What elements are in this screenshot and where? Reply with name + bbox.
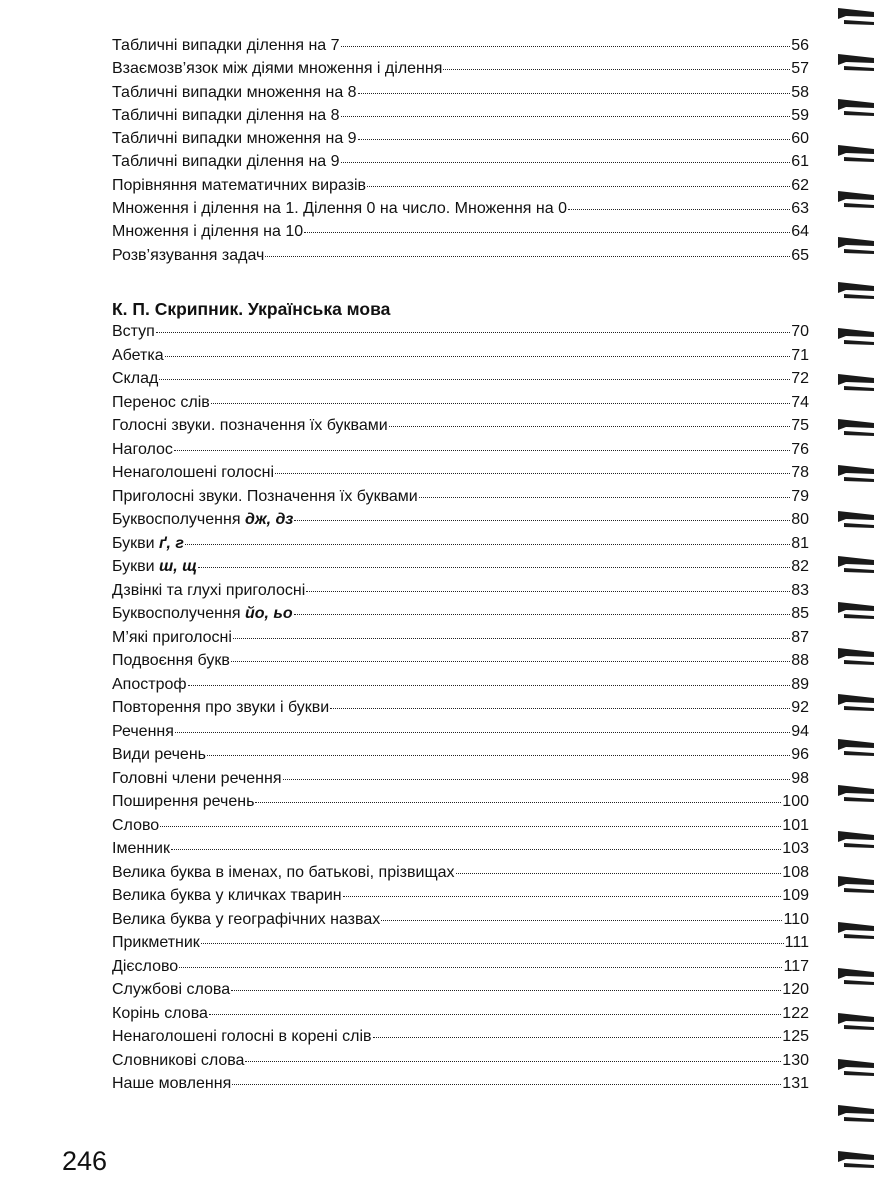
toc-entry-title (112, 174, 366, 197)
toc-entry-letters: ґ, г (159, 534, 184, 552)
toc-entry-page: 72 (791, 370, 809, 387)
toc-entry-title (112, 673, 187, 697)
toc-entry-page: 96 (791, 746, 809, 763)
dot-leader (304, 231, 790, 233)
toc-entry-title-text: Дзвінкі та глухі приголосні (112, 581, 306, 599)
toc-entry-page: 108 (782, 863, 809, 881)
dot-leader (201, 942, 784, 944)
spiral-ring-icon (834, 1010, 874, 1032)
toc-entry (112, 743, 809, 767)
toc-entry-title (112, 220, 303, 243)
toc-entry-page: 61 (791, 153, 809, 171)
toc-entry-title (112, 57, 442, 80)
dot-leader (341, 115, 791, 117)
toc-entry-title-text: Службові слова (112, 981, 231, 998)
toc-entry-title-text: Порівняння математичних виразів (112, 176, 367, 194)
spiral-binding-icon (830, 0, 874, 1200)
toc-entry-title-text: Ненаголошені голосні (112, 464, 275, 481)
toc-entry-page: 109 (782, 887, 809, 904)
toc-entry-title (112, 244, 264, 267)
dot-leader (306, 590, 790, 592)
toc-entry-title (112, 626, 232, 650)
toc-entry (112, 790, 809, 814)
toc-entry (112, 461, 809, 485)
toc-entry (112, 602, 809, 626)
dot-leader (233, 637, 790, 639)
toc-entry (112, 1025, 809, 1049)
toc-entry-page: 89 (791, 675, 809, 693)
toc-entry-page: 79 (791, 487, 809, 505)
toc-entry-page: 70 (791, 323, 809, 340)
toc-entry-letters: йо, ьо (244, 605, 293, 622)
toc-entry-title-text: Табличні випадки ділення на 9 (112, 153, 340, 171)
toc-entry (112, 34, 809, 57)
toc-entry (112, 174, 809, 197)
dot-leader (389, 425, 791, 427)
toc-entry-page: 74 (791, 393, 809, 411)
dot-leader (211, 402, 790, 404)
toc-entry-title (112, 438, 173, 462)
toc-entry-page: 56 (791, 37, 809, 54)
toc-entry (112, 1072, 809, 1096)
toc-entry-title-text: Поширення речень (112, 793, 255, 810)
spiral-ring-icon (834, 96, 874, 118)
toc-entry (112, 57, 809, 80)
dot-leader (381, 919, 782, 921)
toc-entry-title-text: Перенос слів (112, 393, 210, 411)
toc-entry-title (112, 649, 230, 673)
toc-entry-title-text: Розв’язування задач (112, 246, 265, 264)
dot-leader (171, 848, 781, 850)
toc-entry (112, 344, 809, 368)
dot-leader (174, 449, 790, 451)
toc-entry-title (112, 579, 305, 603)
dot-leader (160, 825, 781, 827)
dot-leader (198, 566, 790, 568)
toc-ukrainian-list (112, 320, 809, 1096)
toc-entry-title (112, 461, 274, 485)
toc-entry-page: 120 (782, 981, 809, 998)
dot-leader (568, 208, 790, 210)
toc-entry (112, 1002, 809, 1026)
toc-entry-title (112, 555, 197, 579)
toc-entry-title-text: Повторення про звуки і букви (112, 699, 330, 716)
toc-entry-page: 100 (782, 793, 809, 810)
toc-entry (112, 884, 809, 908)
dot-leader (231, 989, 781, 991)
toc-entry (112, 861, 809, 885)
dot-leader (179, 966, 782, 968)
toc-entry-page: 110 (783, 910, 809, 928)
toc-entry-letters: ш, щ (159, 558, 198, 575)
toc-entry-title (112, 696, 329, 720)
spiral-ring-icon (834, 919, 874, 941)
toc-entry (112, 532, 809, 556)
toc-entry (112, 555, 809, 579)
dot-leader (188, 684, 791, 686)
toc-entry-title-text: Наголос (112, 440, 173, 458)
toc-entry (112, 837, 809, 861)
dot-leader (294, 613, 791, 615)
toc-entry-page: 98 (791, 769, 809, 787)
toc-entry-title-text: Дієслово (112, 957, 179, 975)
toc-entry-title-text: Велика буква в іменах, по батькові, прізвищах (112, 863, 455, 881)
toc-entry (112, 367, 809, 391)
toc-entry-title-text: Речення (112, 722, 174, 740)
toc-entry-title-text: Приголосні звуки. Позначення їх буквами (112, 487, 418, 505)
toc-entry-title-text: Табличні випадки ділення на 7 (112, 37, 340, 54)
toc-entry-page: 57 (791, 60, 809, 78)
toc-entry-page: 76 (791, 440, 809, 458)
toc-entry-page: 85 (791, 605, 809, 622)
toc-entry (112, 438, 809, 462)
toc-entry-title-text: Букви (112, 534, 160, 552)
toc-entry-letters: дж, дз (244, 511, 294, 528)
toc-entry (112, 508, 809, 532)
spiral-ring-icon (834, 234, 874, 256)
toc-entry-page: 78 (791, 464, 809, 481)
toc-entry-page: 125 (782, 1028, 809, 1045)
toc-entry-title (112, 978, 230, 1002)
toc-entry-page: 82 (791, 558, 809, 575)
toc-entry-title-text: Словникові слова (112, 1051, 245, 1069)
toc-entry-title-text: Буквосполучення (112, 605, 245, 622)
toc-entry-title-text: Іменник (112, 840, 170, 857)
toc-entry-title-text: Буквосполучення (112, 511, 245, 528)
toc-entry-title (112, 391, 210, 415)
toc-entry-title-text: Велика буква у кличках тварин (112, 887, 342, 904)
spiral-ring-icon (834, 142, 874, 164)
toc-entry (112, 579, 809, 603)
dot-leader (156, 331, 790, 333)
spiral-ring-icon (834, 416, 874, 438)
toc-entry-page: 81 (791, 534, 809, 552)
toc-entry-title (112, 320, 155, 344)
dot-leader (207, 754, 790, 756)
toc-entry-page: 71 (791, 346, 809, 364)
dot-leader (175, 731, 790, 733)
dot-leader (419, 496, 790, 498)
spiral-ring-icon (834, 51, 874, 73)
toc-entry (112, 955, 809, 979)
toc-entry-page: 122 (782, 1004, 809, 1022)
spiral-ring-icon (834, 782, 874, 804)
toc-entry-title-text: Букви (112, 558, 160, 575)
toc-entry-page: 59 (791, 106, 809, 124)
toc-entry-title (112, 1072, 231, 1096)
toc-entry (112, 1049, 809, 1073)
spiral-ring-icon (834, 1148, 874, 1170)
dot-leader (294, 519, 790, 521)
toc-entry (112, 104, 809, 127)
spiral-ring-icon (834, 736, 874, 758)
toc-entry-title-text: Табличні випадки множення на 8 (112, 83, 357, 101)
spiral-ring-icon (834, 188, 874, 210)
dot-leader (367, 185, 790, 187)
toc-entry-title (112, 532, 184, 556)
spiral-ring-icon (834, 1102, 874, 1124)
toc-entry-page: 131 (782, 1075, 809, 1092)
toc-entry-page: 75 (791, 417, 809, 434)
toc-entry-page: 92 (791, 699, 809, 716)
spiral-ring-icon (834, 599, 874, 621)
spiral-ring-icon (834, 5, 874, 27)
toc-entry-title-text: Множення і ділення на 1. Ділення 0 на число. Множення на 0 (112, 200, 567, 218)
spiral-ring-icon (834, 553, 874, 575)
toc-entry-title (112, 127, 357, 150)
toc-entry-title (112, 104, 340, 127)
spiral-ring-icon (834, 691, 874, 713)
toc-entry-title (112, 602, 293, 626)
toc-entry-title (112, 790, 254, 814)
dot-leader (185, 543, 790, 545)
spiral-ring-icon (834, 828, 874, 850)
toc-entry-title-text: Табличні випадки ділення на 8 (112, 106, 340, 124)
toc-entry-page: 64 (791, 223, 809, 241)
toc-entry-title (112, 767, 282, 791)
toc-entry-title (112, 81, 357, 104)
toc-entry-title-text: Види речень (112, 746, 206, 763)
spiral-ring-icon (834, 645, 874, 667)
dot-leader (159, 378, 790, 380)
toc-entry-page: 130 (782, 1051, 809, 1069)
toc-entry (112, 931, 809, 955)
spiral-ring-icon (834, 508, 874, 530)
dot-leader (231, 660, 790, 662)
toc-entry-title (112, 908, 380, 932)
toc-entry-title-text: Склад (112, 370, 159, 387)
toc-entry-title (112, 1049, 244, 1073)
toc-entry-title-text: М’які приголосні (112, 628, 232, 646)
toc-entry-page: 58 (791, 83, 809, 101)
dot-leader (209, 1013, 781, 1015)
toc-entry (112, 485, 809, 509)
spiral-ring-icon (834, 1056, 874, 1078)
dot-leader (232, 1083, 781, 1085)
toc-entry (112, 391, 809, 415)
toc-entry-title (112, 884, 342, 908)
toc-entry-title-text: Вступ (112, 323, 155, 340)
toc-entry-page: 103 (782, 840, 809, 857)
dot-leader (245, 1060, 781, 1062)
toc-entry-title (112, 837, 170, 861)
dot-leader (341, 45, 791, 47)
toc-entry-title (112, 861, 455, 885)
toc-entry-page: 111 (784, 934, 809, 951)
toc-entry-page: 94 (791, 722, 809, 740)
toc-entry-title-text: Ненаголошені голосні в корені слів (112, 1028, 372, 1045)
toc-entry (112, 220, 809, 243)
toc-entry (112, 150, 809, 173)
toc-entry-page: 62 (791, 176, 809, 194)
toc-entry-title-text: Наше мовлення (112, 1075, 232, 1092)
toc-entry-page: 117 (783, 957, 809, 975)
spiral-ring-icon (834, 462, 874, 484)
toc-entry-title (112, 1002, 208, 1026)
toc-entry-title (112, 743, 206, 767)
toc-entry-page: 101 (782, 816, 809, 834)
toc-entry-page: 60 (791, 130, 809, 148)
toc-entry-page: 65 (791, 246, 809, 264)
toc-entry (112, 978, 809, 1002)
toc-entry-title (112, 344, 164, 368)
dot-leader (265, 255, 790, 257)
toc-entry-title (112, 814, 159, 838)
dot-leader (165, 355, 791, 357)
toc-entry-page: 80 (791, 511, 809, 528)
toc-entry-title (112, 197, 567, 220)
toc-entry (112, 626, 809, 650)
toc-entry-page: 87 (791, 628, 809, 646)
page-number: 246 (62, 1146, 108, 1176)
toc-math-list (112, 34, 809, 267)
toc-entry-title (112, 931, 200, 955)
toc-entry-page: 83 (791, 581, 809, 599)
spiral-ring-icon (834, 873, 874, 895)
toc-entry (112, 244, 809, 267)
toc-entry-title-text: Корінь слова (112, 1004, 208, 1022)
dot-leader (330, 707, 790, 709)
toc-entry (112, 696, 809, 720)
toc-entry-title (112, 367, 158, 391)
toc-entry (112, 908, 809, 932)
toc-entry (112, 414, 809, 438)
dot-leader (343, 895, 782, 897)
toc-entry (112, 673, 809, 697)
toc-entry (112, 127, 809, 150)
toc-entry-title (112, 955, 178, 979)
toc-entry-title-text: Подвоєння букв (112, 652, 230, 669)
dot-leader (443, 68, 790, 70)
toc-entry (112, 81, 809, 104)
toc-entry-title (112, 485, 418, 509)
toc-entry (112, 320, 809, 344)
toc-entry (112, 814, 809, 838)
toc-entry-title-text: Множення і ділення на 10 (112, 223, 304, 241)
dot-leader (373, 1036, 782, 1038)
toc-entry-page: 88 (791, 652, 809, 669)
toc-entry-title (112, 1025, 372, 1049)
dot-leader (358, 92, 791, 94)
toc-entry-title-text: Табличні випадки множення на 9 (112, 130, 357, 148)
toc-entry-title-text: Слово (112, 816, 160, 834)
toc-entry-title (112, 720, 174, 744)
dot-leader (275, 472, 790, 474)
spiral-ring-icon (834, 371, 874, 393)
toc-entry-title-text: Взаємозв’язок між діями множення і ділення (112, 60, 443, 78)
dot-leader (358, 138, 791, 140)
toc-entry-title (112, 34, 340, 57)
toc-entry (112, 720, 809, 744)
spiral-ring-icon (834, 279, 874, 301)
dot-leader (255, 801, 781, 803)
section-title: К. П. Скрипник. Українська мова (112, 299, 391, 319)
toc-entry-title-text: Головні члени речення (112, 769, 282, 787)
dot-leader (341, 161, 791, 163)
spiral-ring-icon (834, 965, 874, 987)
toc-entry (112, 649, 809, 673)
toc-entry (112, 197, 809, 220)
toc-entry-title-text: Велика буква у географічних назвах (112, 910, 381, 928)
toc-entry-page: 63 (791, 200, 809, 218)
toc-entry-title (112, 414, 388, 438)
toc-entry-title-text: Апостроф (112, 675, 187, 693)
dot-leader (456, 872, 782, 874)
toc-entry (112, 767, 809, 791)
dot-leader (283, 778, 791, 780)
toc-entry-title-text: Голосні звуки. позначення їх буквами (112, 417, 388, 434)
toc-entry-title (112, 150, 340, 173)
toc-entry-title-text: Абетка (112, 346, 164, 364)
toc-entry-title (112, 508, 293, 532)
toc-entry-title-text: Прикметник (112, 934, 200, 951)
spiral-ring-icon (834, 325, 874, 347)
